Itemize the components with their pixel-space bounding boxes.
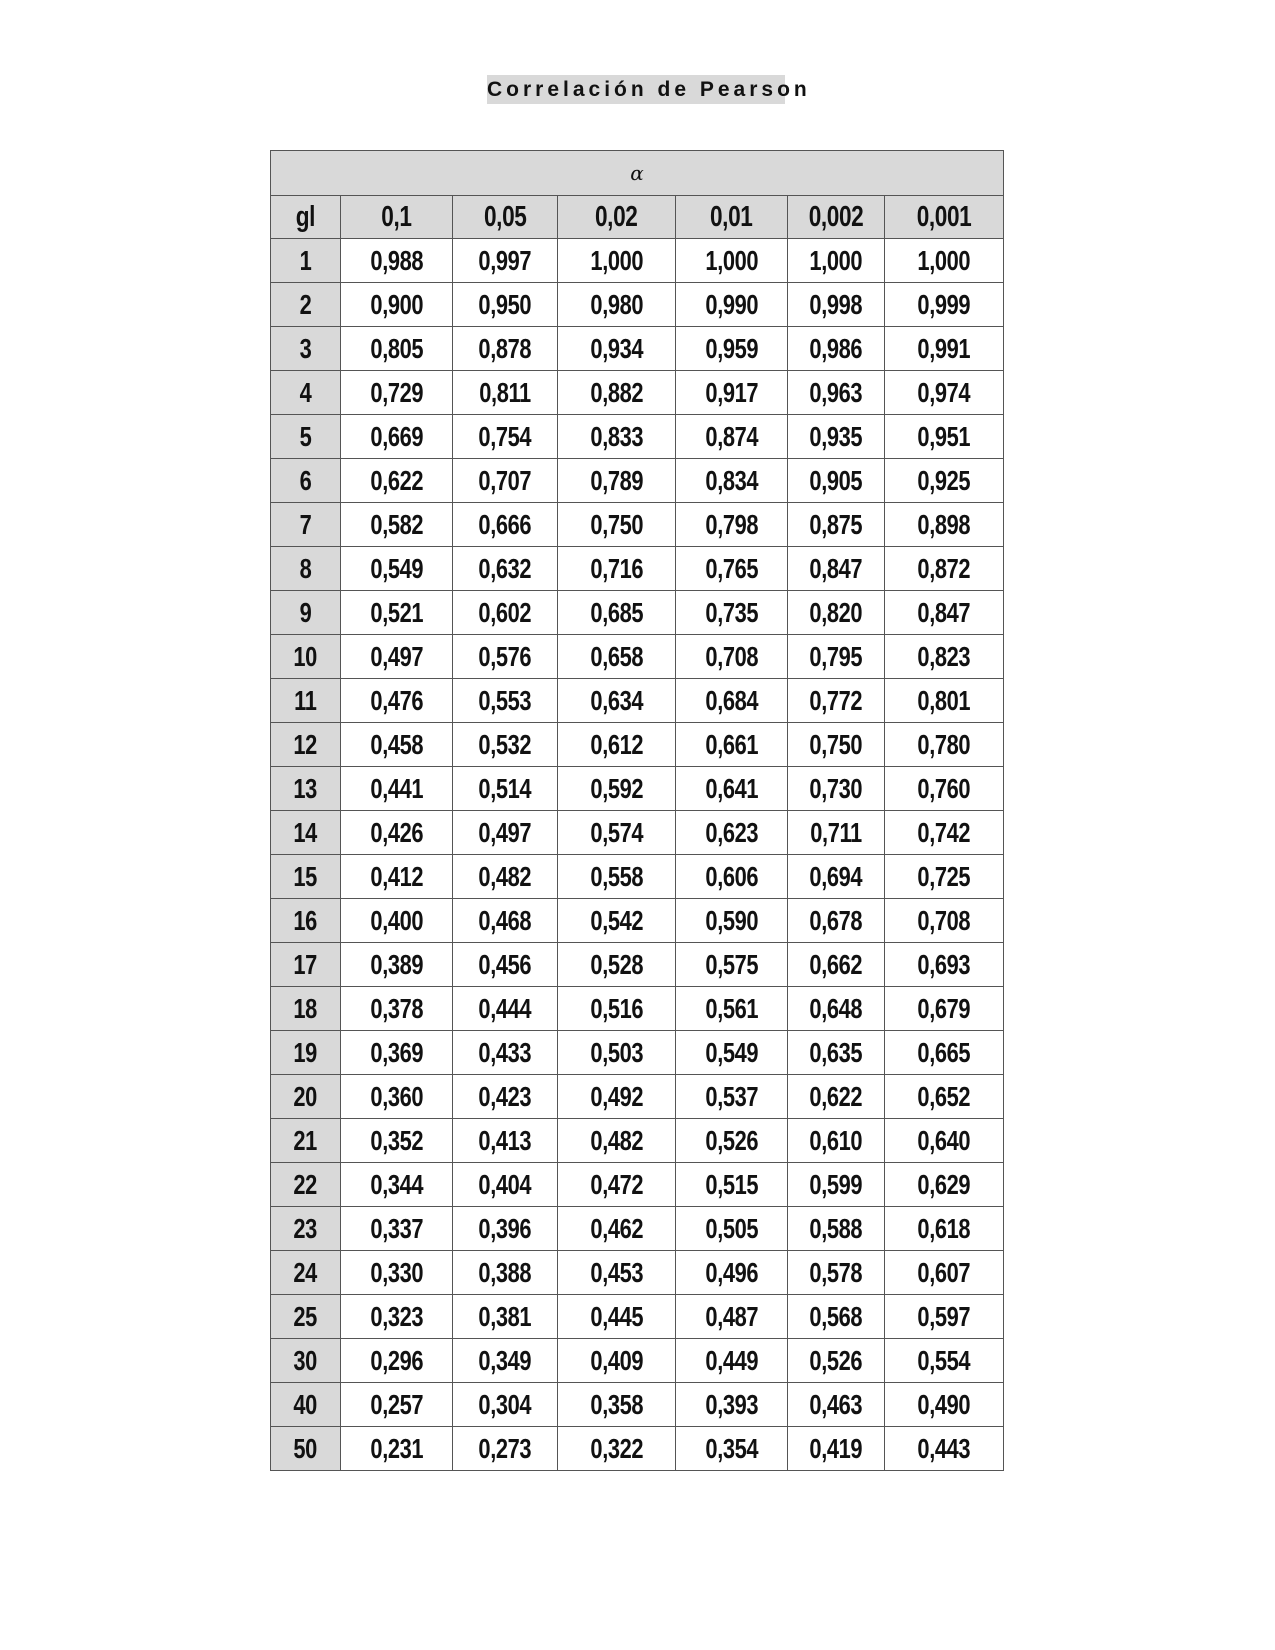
- cell-alpha-0.001: 0,780: [885, 723, 1004, 767]
- cell-alpha-0.001: 0,898: [885, 503, 1004, 547]
- gl-cell: 8: [271, 547, 341, 591]
- cell-alpha-0.05: 0,754: [453, 415, 558, 459]
- cell-alpha-0.05: 0,388: [453, 1251, 558, 1295]
- cell-alpha-0.02: 0,503: [558, 1031, 676, 1075]
- gl-cell: 15: [271, 855, 341, 899]
- cell-alpha-0.01: 0,496: [676, 1251, 788, 1295]
- cell-alpha-0.01: 0,449: [676, 1339, 788, 1383]
- header-alpha-0.02: 0,02: [558, 196, 676, 239]
- gl-cell: 12: [271, 723, 341, 767]
- cell-alpha-0.001: 0,823: [885, 635, 1004, 679]
- cell-alpha-0.002: 0,750: [788, 723, 885, 767]
- cell-alpha-0.1: 0,805: [341, 327, 453, 371]
- cell-alpha-0.01: 0,834: [676, 459, 788, 503]
- table-row: [271, 327, 1004, 371]
- cell-alpha-0.05: 0,413: [453, 1119, 558, 1163]
- gl-cell: 5: [271, 415, 341, 459]
- cell-alpha-0.002: 0,463: [788, 1383, 885, 1427]
- table-row: [271, 371, 1004, 415]
- cell-alpha-0.002: 0,820: [788, 591, 885, 635]
- cell-alpha-0.002: 0,578: [788, 1251, 885, 1295]
- cell-alpha-0.01: 0,505: [676, 1207, 788, 1251]
- cell-alpha-0.05: 0,497: [453, 811, 558, 855]
- cell-alpha-0.1: 0,988: [341, 239, 453, 283]
- cell-alpha-0.02: 0,516: [558, 987, 676, 1031]
- table-row: [271, 459, 1004, 503]
- cell-alpha-0.001: 0,693: [885, 943, 1004, 987]
- cell-alpha-0.002: 0,568: [788, 1295, 885, 1339]
- gl-cell: 11: [271, 679, 341, 723]
- cell-alpha-0.1: 0,360: [341, 1075, 453, 1119]
- cell-alpha-0.1: 0,378: [341, 987, 453, 1031]
- alpha-header-row: [271, 151, 1004, 196]
- cell-alpha-0.001: 0,652: [885, 1075, 1004, 1119]
- cell-alpha-0.002: 0,678: [788, 899, 885, 943]
- cell-alpha-0.001: 0,629: [885, 1163, 1004, 1207]
- cell-alpha-0.002: 0,694: [788, 855, 885, 899]
- cell-alpha-0.002: 0,588: [788, 1207, 885, 1251]
- cell-alpha-0.001: 0,665: [885, 1031, 1004, 1075]
- cell-alpha-0.02: 0,528: [558, 943, 676, 987]
- cell-alpha-0.001: 0,760: [885, 767, 1004, 811]
- cell-alpha-0.1: 0,521: [341, 591, 453, 635]
- cell-alpha-0.01: 0,590: [676, 899, 788, 943]
- cell-alpha-0.002: 0,610: [788, 1119, 885, 1163]
- gl-cell: 14: [271, 811, 341, 855]
- gl-cell: 19: [271, 1031, 341, 1075]
- cell-alpha-0.05: 0,532: [453, 723, 558, 767]
- cell-alpha-0.05: 0,404: [453, 1163, 558, 1207]
- cell-alpha-0.01: 0,708: [676, 635, 788, 679]
- table-row: [271, 811, 1004, 855]
- cell-alpha-0.002: 0,419: [788, 1427, 885, 1471]
- header-alpha-0.05: 0,05: [453, 196, 558, 239]
- gl-cell: 25: [271, 1295, 341, 1339]
- cell-alpha-0.05: 0,878: [453, 327, 558, 371]
- cell-alpha-0.05: 0,553: [453, 679, 558, 723]
- cell-alpha-0.05: 0,423: [453, 1075, 558, 1119]
- gl-cell: 50: [271, 1427, 341, 1471]
- gl-cell: 30: [271, 1339, 341, 1383]
- cell-alpha-0.001: 0,607: [885, 1251, 1004, 1295]
- header-alpha-0.1: 0,1: [341, 196, 453, 239]
- cell-alpha-0.002: 0,622: [788, 1075, 885, 1119]
- cell-alpha-0.02: 0,453: [558, 1251, 676, 1295]
- cell-alpha-0.02: 0,634: [558, 679, 676, 723]
- cell-alpha-0.001: 0,847: [885, 591, 1004, 635]
- cell-alpha-0.1: 0,352: [341, 1119, 453, 1163]
- cell-alpha-0.1: 0,337: [341, 1207, 453, 1251]
- cell-alpha-0.1: 0,323: [341, 1295, 453, 1339]
- cell-alpha-0.01: 0,354: [676, 1427, 788, 1471]
- cell-alpha-0.02: 0,750: [558, 503, 676, 547]
- gl-cell: 20: [271, 1075, 341, 1119]
- cell-alpha-0.01: 0,537: [676, 1075, 788, 1119]
- gl-cell: 23: [271, 1207, 341, 1251]
- table-row: [271, 943, 1004, 987]
- cell-alpha-0.1: 0,900: [341, 283, 453, 327]
- table-row: [271, 1163, 1004, 1207]
- cell-alpha-0.001: 0,801: [885, 679, 1004, 723]
- cell-alpha-0.002: 0,662: [788, 943, 885, 987]
- table-row: [271, 547, 1004, 591]
- cell-alpha-0.01: 0,735: [676, 591, 788, 635]
- page-title: Correlación de Pearson: [487, 75, 785, 104]
- cell-alpha-0.01: 1,000: [676, 239, 788, 283]
- cell-alpha-0.02: 0,716: [558, 547, 676, 591]
- cell-alpha-0.001: 0,925: [885, 459, 1004, 503]
- cell-alpha-0.01: 0,874: [676, 415, 788, 459]
- cell-alpha-0.1: 0,344: [341, 1163, 453, 1207]
- cell-alpha-0.02: 0,492: [558, 1075, 676, 1119]
- header-alpha-0.001: 0,001: [885, 196, 1004, 239]
- cell-alpha-0.01: 0,641: [676, 767, 788, 811]
- table-row: [271, 1251, 1004, 1295]
- cell-alpha-0.01: 0,515: [676, 1163, 788, 1207]
- gl-cell: 2: [271, 283, 341, 327]
- cell-alpha-0.002: 0,772: [788, 679, 885, 723]
- cell-alpha-0.1: 0,389: [341, 943, 453, 987]
- table-row: [271, 635, 1004, 679]
- gl-cell: 22: [271, 1163, 341, 1207]
- cell-alpha-0.05: 0,632: [453, 547, 558, 591]
- cell-alpha-0.002: 0,526: [788, 1339, 885, 1383]
- cell-alpha-0.02: 0,789: [558, 459, 676, 503]
- cell-alpha-0.001: 0,725: [885, 855, 1004, 899]
- cell-alpha-0.01: 0,798: [676, 503, 788, 547]
- cell-alpha-0.02: 0,482: [558, 1119, 676, 1163]
- gl-cell: 7: [271, 503, 341, 547]
- cell-alpha-0.01: 0,549: [676, 1031, 788, 1075]
- cell-alpha-0.05: 0,997: [453, 239, 558, 283]
- cell-alpha-0.1: 0,369: [341, 1031, 453, 1075]
- cell-alpha-0.001: 1,000: [885, 239, 1004, 283]
- table-row: [271, 1207, 1004, 1251]
- cell-alpha-0.01: 0,765: [676, 547, 788, 591]
- cell-alpha-0.02: 0,322: [558, 1427, 676, 1471]
- cell-alpha-0.002: 0,795: [788, 635, 885, 679]
- pearson-critical-values-table: [270, 150, 1004, 1471]
- cell-alpha-0.05: 0,576: [453, 635, 558, 679]
- cell-alpha-0.01: 0,990: [676, 283, 788, 327]
- cell-alpha-0.01: 0,393: [676, 1383, 788, 1427]
- cell-alpha-0.002: 0,711: [788, 811, 885, 855]
- cell-alpha-0.1: 0,669: [341, 415, 453, 459]
- table-row: [271, 1427, 1004, 1471]
- cell-alpha-0.02: 0,358: [558, 1383, 676, 1427]
- cell-alpha-0.05: 0,950: [453, 283, 558, 327]
- table-row: [271, 855, 1004, 899]
- cell-alpha-0.02: 0,833: [558, 415, 676, 459]
- cell-alpha-0.001: 0,999: [885, 283, 1004, 327]
- cell-alpha-0.1: 0,622: [341, 459, 453, 503]
- table-row: [271, 1075, 1004, 1119]
- cell-alpha-0.05: 0,666: [453, 503, 558, 547]
- table-row: [271, 1119, 1004, 1163]
- cell-alpha-0.02: 1,000: [558, 239, 676, 283]
- header-gl: gl: [271, 196, 341, 239]
- cell-alpha-0.01: 0,606: [676, 855, 788, 899]
- cell-alpha-0.02: 0,612: [558, 723, 676, 767]
- table-row: [271, 987, 1004, 1031]
- gl-cell: 24: [271, 1251, 341, 1295]
- cell-alpha-0.1: 0,400: [341, 899, 453, 943]
- header-alpha-0.002: 0,002: [788, 196, 885, 239]
- cell-alpha-0.01: 0,684: [676, 679, 788, 723]
- cell-alpha-0.02: 0,558: [558, 855, 676, 899]
- cell-alpha-0.001: 0,554: [885, 1339, 1004, 1383]
- cell-alpha-0.002: 0,963: [788, 371, 885, 415]
- cell-alpha-0.05: 0,444: [453, 987, 558, 1031]
- cell-alpha-0.1: 0,257: [341, 1383, 453, 1427]
- header-alpha-0.01: 0,01: [676, 196, 788, 239]
- cell-alpha-0.001: 0,991: [885, 327, 1004, 371]
- gl-cell: 17: [271, 943, 341, 987]
- gl-cell: 16: [271, 899, 341, 943]
- cell-alpha-0.05: 0,707: [453, 459, 558, 503]
- cell-alpha-0.002: 0,935: [788, 415, 885, 459]
- cell-alpha-0.05: 0,811: [453, 371, 558, 415]
- cell-alpha-0.001: 0,974: [885, 371, 1004, 415]
- cell-alpha-0.02: 0,445: [558, 1295, 676, 1339]
- cell-alpha-0.02: 0,934: [558, 327, 676, 371]
- cell-alpha-0.001: 0,490: [885, 1383, 1004, 1427]
- table-row: [271, 679, 1004, 723]
- cell-alpha-0.001: 0,951: [885, 415, 1004, 459]
- cell-alpha-0.05: 0,273: [453, 1427, 558, 1471]
- table-row: [271, 1339, 1004, 1383]
- table-row: [271, 1295, 1004, 1339]
- gl-cell: 10: [271, 635, 341, 679]
- cell-alpha-0.02: 0,882: [558, 371, 676, 415]
- cell-alpha-0.001: 0,443: [885, 1427, 1004, 1471]
- gl-cell: 6: [271, 459, 341, 503]
- cell-alpha-0.002: 1,000: [788, 239, 885, 283]
- cell-alpha-0.02: 0,472: [558, 1163, 676, 1207]
- cell-alpha-0.1: 0,549: [341, 547, 453, 591]
- cell-alpha-0.05: 0,349: [453, 1339, 558, 1383]
- cell-alpha-0.02: 0,592: [558, 767, 676, 811]
- table-row: [271, 1031, 1004, 1075]
- table-row: [271, 591, 1004, 635]
- cell-alpha-0.1: 0,497: [341, 635, 453, 679]
- cell-alpha-0.02: 0,658: [558, 635, 676, 679]
- cell-alpha-0.001: 0,742: [885, 811, 1004, 855]
- cell-alpha-0.01: 0,661: [676, 723, 788, 767]
- table-row: [271, 767, 1004, 811]
- cell-alpha-0.002: 0,635: [788, 1031, 885, 1075]
- gl-cell: 18: [271, 987, 341, 1031]
- cell-alpha-0.1: 0,458: [341, 723, 453, 767]
- table-row: [271, 1383, 1004, 1427]
- gl-cell: 3: [271, 327, 341, 371]
- table-row: [271, 899, 1004, 943]
- cell-alpha-0.02: 0,409: [558, 1339, 676, 1383]
- cell-alpha-0.002: 0,986: [788, 327, 885, 371]
- cell-alpha-0.05: 0,304: [453, 1383, 558, 1427]
- cell-alpha-0.1: 0,231: [341, 1427, 453, 1471]
- cell-alpha-0.05: 0,468: [453, 899, 558, 943]
- cell-alpha-0.002: 0,648: [788, 987, 885, 1031]
- cell-alpha-0.002: 0,847: [788, 547, 885, 591]
- cell-alpha-0.01: 0,917: [676, 371, 788, 415]
- column-header-row: [271, 196, 1004, 239]
- cell-alpha-0.001: 0,679: [885, 987, 1004, 1031]
- cell-alpha-0.002: 0,998: [788, 283, 885, 327]
- cell-alpha-0.001: 0,597: [885, 1295, 1004, 1339]
- cell-alpha-0.05: 0,433: [453, 1031, 558, 1075]
- cell-alpha-0.1: 0,296: [341, 1339, 453, 1383]
- cell-alpha-0.02: 0,980: [558, 283, 676, 327]
- cell-alpha-0.1: 0,729: [341, 371, 453, 415]
- cell-alpha-0.05: 0,396: [453, 1207, 558, 1251]
- cell-alpha-0.02: 0,462: [558, 1207, 676, 1251]
- cell-alpha-0.1: 0,441: [341, 767, 453, 811]
- cell-alpha-0.01: 0,487: [676, 1295, 788, 1339]
- gl-cell: 4: [271, 371, 341, 415]
- cell-alpha-0.02: 0,685: [558, 591, 676, 635]
- cell-alpha-0.1: 0,412: [341, 855, 453, 899]
- cell-alpha-0.05: 0,602: [453, 591, 558, 635]
- cell-alpha-0.002: 0,599: [788, 1163, 885, 1207]
- cell-alpha-0.01: 0,561: [676, 987, 788, 1031]
- cell-alpha-0.01: 0,959: [676, 327, 788, 371]
- table-row: [271, 723, 1004, 767]
- cell-alpha-0.01: 0,575: [676, 943, 788, 987]
- cell-alpha-0.001: 0,640: [885, 1119, 1004, 1163]
- cell-alpha-0.002: 0,875: [788, 503, 885, 547]
- table-row: [271, 239, 1004, 283]
- table-row: [271, 503, 1004, 547]
- cell-alpha-0.1: 0,582: [341, 503, 453, 547]
- gl-cell: 40: [271, 1383, 341, 1427]
- cell-alpha-0.001: 0,708: [885, 899, 1004, 943]
- gl-cell: 1: [271, 239, 341, 283]
- cell-alpha-0.01: 0,623: [676, 811, 788, 855]
- cell-alpha-0.05: 0,456: [453, 943, 558, 987]
- table-row: [271, 415, 1004, 459]
- cell-alpha-0.02: 0,542: [558, 899, 676, 943]
- alpha-label: α: [271, 151, 1004, 196]
- gl-cell: 21: [271, 1119, 341, 1163]
- cell-alpha-0.002: 0,730: [788, 767, 885, 811]
- cell-alpha-0.1: 0,330: [341, 1251, 453, 1295]
- cell-alpha-0.01: 0,526: [676, 1119, 788, 1163]
- cell-alpha-0.002: 0,905: [788, 459, 885, 503]
- cell-alpha-0.001: 0,872: [885, 547, 1004, 591]
- cell-alpha-0.05: 0,514: [453, 767, 558, 811]
- cell-alpha-0.05: 0,482: [453, 855, 558, 899]
- cell-alpha-0.001: 0,618: [885, 1207, 1004, 1251]
- gl-cell: 9: [271, 591, 341, 635]
- cell-alpha-0.02: 0,574: [558, 811, 676, 855]
- cell-alpha-0.1: 0,476: [341, 679, 453, 723]
- cell-alpha-0.1: 0,426: [341, 811, 453, 855]
- gl-cell: 13: [271, 767, 341, 811]
- cell-alpha-0.05: 0,381: [453, 1295, 558, 1339]
- table-row: [271, 283, 1004, 327]
